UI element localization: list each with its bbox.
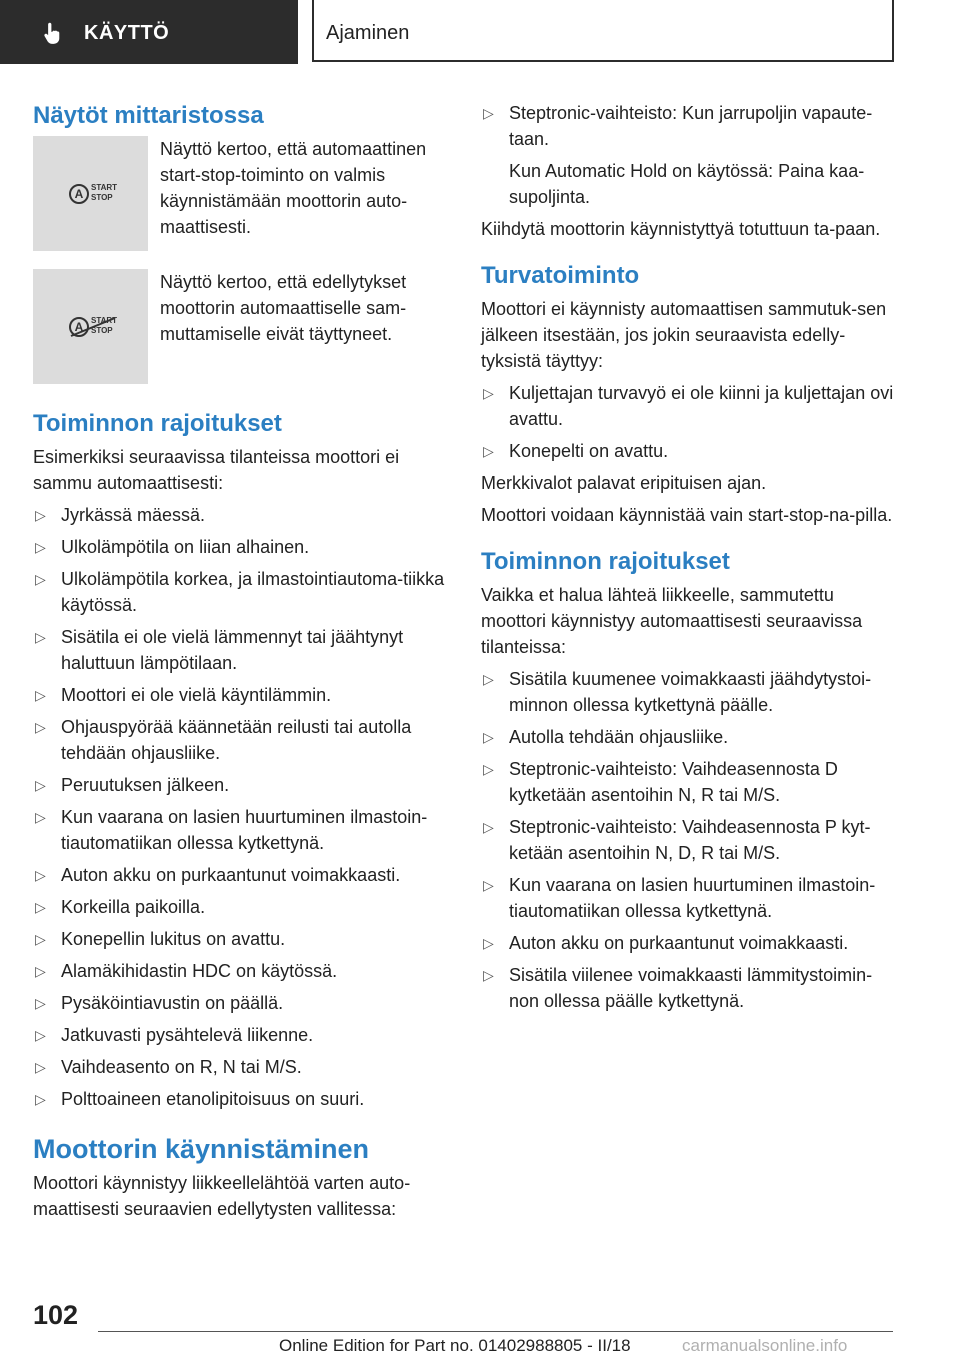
list-item: ▷ Ulkolämpötila on liian alhainen. bbox=[33, 534, 445, 560]
list-item: ▷ Sisätila ei ole vielä lämmennyt tai jäähtynyt haluttuun lämpötilaan. bbox=[33, 624, 445, 676]
start-heading: Moottorin käynnistäminen bbox=[33, 1134, 370, 1164]
triangle-bullet-icon: ▷ bbox=[35, 963, 46, 979]
triangle-bullet-icon: ▷ bbox=[35, 571, 46, 587]
triangle-bullet-icon: ▷ bbox=[483, 443, 494, 459]
hand-pointer-icon bbox=[40, 20, 66, 46]
triangle-bullet-icon: ▷ bbox=[35, 507, 46, 523]
triangle-bullet-icon: ▷ bbox=[35, 687, 46, 703]
safety-paragraph-2: Moottori voidaan käynnistää vain start-stop-na-pilla. bbox=[481, 505, 893, 525]
triangle-bullet-icon: ▷ bbox=[35, 809, 46, 825]
right-column bbox=[481, 100, 896, 1020]
triangle-bullet-icon: ▷ bbox=[483, 729, 494, 745]
list-item: ▷ Auton akku on purkaantunut voimakkaasti. bbox=[33, 862, 445, 888]
list-item: ▷ Peruutuksen jälkeen. bbox=[33, 772, 445, 798]
triangle-bullet-icon: ▷ bbox=[35, 899, 46, 915]
triangle-bullet-icon: ▷ bbox=[35, 1059, 46, 1075]
auto-a-icon: A bbox=[69, 317, 89, 337]
safety-intro: Moottori ei käynnisty automaattisen sammutuk-sen jälkeen itsestään, jos jokin seuraavista edelly-tyksistä täyttyy: bbox=[481, 299, 887, 371]
list-item: ▷ Sisätila viilenee voimakkaasti lämmitystoimin-non ollessa päälle kytkettynä. bbox=[481, 962, 896, 1014]
safety-list bbox=[481, 380, 896, 464]
display-ready-text: Näyttö kertoo, että automaattinen start-stop-toiminto on valmis käynnistämään moottorin auto-maattisesti. bbox=[160, 139, 427, 237]
start-stop-unavailable-image bbox=[33, 269, 148, 384]
list-item: ▷ Jatkuvasti pysähtelevä liikenne. bbox=[33, 1022, 445, 1048]
triangle-bullet-icon: ▷ bbox=[35, 995, 46, 1011]
triangle-bullet-icon: ▷ bbox=[483, 105, 494, 121]
list-item: ▷ Korkeilla paikoilla. bbox=[33, 894, 445, 920]
display-row-ready bbox=[33, 136, 445, 251]
list-item: ▷ Kun vaarana on lasien huurtuminen ilmastoin-tiautomatiikan ollessa kytkettynä. bbox=[33, 804, 445, 856]
display-row-not-met bbox=[33, 269, 445, 384]
list-item: ▷ Steptronic-vaihteisto: Vaihdeasennosta P kyt-ketään asentoihin N, D, R tai M/S. bbox=[481, 814, 896, 866]
display-not-met-text: Näyttö kertoo, että edellytykset moottorin automaattiselle sam-muttamiselle eivät täyttyneet. bbox=[160, 272, 407, 344]
triangle-bullet-icon: ▷ bbox=[35, 867, 46, 883]
limits2-heading: Toiminnon rajoitukset bbox=[481, 548, 730, 575]
limits-heading: Toiminnon rajoitukset bbox=[33, 410, 282, 437]
triangle-bullet-icon: ▷ bbox=[483, 935, 494, 951]
auto-a-icon: A bbox=[69, 184, 89, 204]
chapter-tab bbox=[312, 0, 894, 62]
triangle-bullet-icon: ▷ bbox=[483, 967, 494, 983]
start-sub-note: Kun Automatic Hold on käytössä: Paina kaa-supoljinta. bbox=[509, 161, 865, 207]
triangle-bullet-icon: ▷ bbox=[35, 1027, 46, 1043]
page-header bbox=[0, 0, 960, 64]
triangle-bullet-icon: ▷ bbox=[35, 539, 46, 555]
list-item: ▷ Pysäköintiavustin on päällä. bbox=[33, 990, 445, 1016]
triangle-bullet-icon: ▷ bbox=[483, 877, 494, 893]
limits-intro: Esimerkiksi seuraavissa tilanteissa moottori ei sammu automaattisesti: bbox=[33, 447, 400, 493]
list-item: ▷ Konepelti on avattu. bbox=[481, 438, 896, 464]
left-column bbox=[33, 100, 445, 1228]
list-item: ▷ Vaihdeasento on R, N tai M/S. bbox=[33, 1054, 445, 1080]
triangle-bullet-icon: ▷ bbox=[35, 629, 46, 645]
footer-divider bbox=[98, 1331, 893, 1332]
list-item: ▷ Kun vaarana on lasien huurtuminen ilmastoin-tiautomatiikan ollessa kytkettynä. bbox=[481, 872, 896, 924]
list-item: ▷ Autolla tehdään ohjausliike. bbox=[481, 724, 896, 750]
list-item: ▷ Moottori ei ole vielä käyntilämmin. bbox=[33, 682, 445, 708]
page-number: 102 bbox=[33, 1300, 79, 1330]
triangle-bullet-icon: ▷ bbox=[483, 671, 494, 687]
list-item: ▷ Ohjauspyörää käännetään reilusti tai autolla tehdään ohjausliike. bbox=[33, 714, 445, 766]
triangle-bullet-icon: ▷ bbox=[35, 719, 46, 735]
accelerate-note: Kiihdytä moottorin käynnistyttyä totuttuun ta-paan. bbox=[481, 219, 881, 239]
triangle-bullet-icon: ▷ bbox=[35, 777, 46, 793]
chapter-title: Ajaminen bbox=[326, 22, 410, 44]
list-item: ▷ Kuljettajan turvavyö ei ole kiinni ja kuljettajan ovi avattu. bbox=[481, 380, 896, 432]
list-item: ▷ Steptronic-vaihteisto: Vaihdeasennosta D kytketään asentoihin N, R tai M/S. bbox=[481, 756, 896, 808]
list-item: ▷ Steptronic-vaihteisto: Kun jarrupoljin vapaute-taan. bbox=[481, 100, 896, 152]
edition-text: Online Edition for Part no. 01402988805 - II/18 bbox=[279, 1336, 631, 1355]
triangle-bullet-icon: ▷ bbox=[35, 1091, 46, 1107]
safety-paragraph-1: Merkkivalot palavat eripituisen ajan. bbox=[481, 473, 767, 493]
limits2-intro: Vaikka et halua lähteä liikkeelle, sammutettu moottori käynnistyy automaattisesti seuraavissa tilanteissa: bbox=[481, 585, 863, 657]
list-item: ▷ Alamäkihidastin HDC on käytössä. bbox=[33, 958, 445, 984]
start-stop-icon: START STOP bbox=[91, 183, 118, 202]
start-stop-ready-image bbox=[33, 136, 148, 251]
list-item: ▷ Konepellin lukitus on avattu. bbox=[33, 926, 445, 952]
list-item: ▷ Jyrkässä mäessä. bbox=[33, 502, 445, 528]
list-item: ▷ Auton akku on purkaantunut voimakkaasti. bbox=[481, 930, 896, 956]
section-title: KÄYTTÖ bbox=[84, 22, 170, 44]
triangle-bullet-icon: ▷ bbox=[483, 819, 494, 835]
limits-list bbox=[33, 502, 445, 1112]
safety-heading: Turvatoiminto bbox=[481, 262, 640, 289]
start-intro: Moottori käynnistyy liikkeellelähtöä varten auto-maattisesti seuraavien edellytysten vallitessa: bbox=[33, 1173, 411, 1219]
section-tab bbox=[0, 0, 298, 64]
start-stop-icon: START STOP bbox=[91, 316, 118, 335]
watermark: carmanualsonline.info bbox=[682, 1336, 848, 1355]
triangle-bullet-icon: ▷ bbox=[35, 931, 46, 947]
list-item: ▷ Polttoaineen etanolipitoisuus on suuri. bbox=[33, 1086, 445, 1112]
list-item: ▷ Sisätila kuumenee voimakkaasti jäähdytystoi-minnon ollessa kytkettynä päälle. bbox=[481, 666, 896, 718]
displays-heading: Näytöt mittaristossa bbox=[33, 102, 264, 129]
triangle-bullet-icon: ▷ bbox=[483, 761, 494, 777]
strike-through-icon bbox=[69, 316, 117, 338]
triangle-bullet-icon: ▷ bbox=[483, 385, 494, 401]
list-item: ▷ Ulkolämpötila korkea, ja ilmastointiautoma-tiikka käytössä. bbox=[33, 566, 445, 618]
limits2-list bbox=[481, 666, 896, 1014]
